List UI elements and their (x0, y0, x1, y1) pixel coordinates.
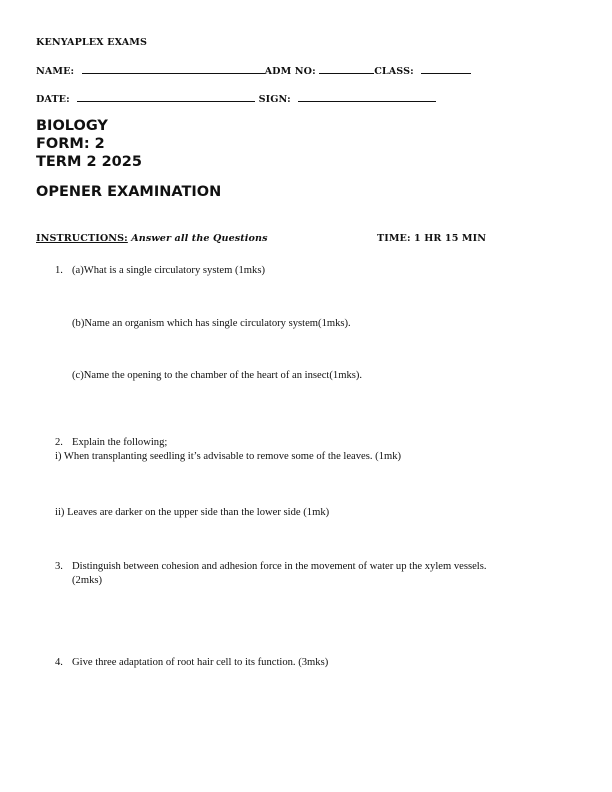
name-row (36, 64, 471, 77)
question-1-number: 1. (55, 265, 63, 276)
name-label: NAME: (36, 66, 75, 77)
form-title: FORM: 2 (36, 136, 105, 152)
adm-field[interactable] (319, 64, 374, 74)
date-label: DATE: (36, 94, 70, 105)
adm-label: ADM NO: (264, 66, 316, 77)
question-1b: (b)Name an organism which has single circulatory system(1mks). (72, 318, 351, 329)
question-3-text: Distinguish between cohesion and adhesion force in the movement of water up the xylem vessels. (72, 561, 487, 572)
instructions-text: Answer all the Questions (127, 233, 268, 244)
exam-time: TIME: 1 HR 15 MIN (377, 233, 487, 244)
class-field[interactable] (421, 64, 471, 74)
exam-title: OPENER EXAMINATION (36, 184, 222, 200)
question-1a: (a)What is a single circulatory system (1mks) (72, 265, 265, 276)
date-row (36, 92, 436, 105)
question-4-text: Give three adaptation of root hair cell to its function. (3mks) (72, 657, 329, 668)
question-1c: (c)Name the opening to the chamber of the heart of an insect(1mks). (72, 370, 363, 381)
subject-title: BIOLOGY (36, 118, 108, 134)
question-2-number: 2. (55, 437, 63, 448)
question-2-text: Explain the following; (72, 437, 168, 448)
question-3-marks: (2mks) (72, 575, 103, 586)
question-3-number: 3. (55, 561, 63, 572)
class-label: CLASS: (374, 66, 414, 77)
term-title: TERM 2 2025 (36, 154, 142, 170)
instructions (36, 233, 268, 244)
school-name: KENYAPLEX EXAMS (36, 37, 148, 48)
question-2-i: i) When transplanting seedling it’s advisable to remove some of the leaves. (1mk) (55, 451, 402, 462)
question-2-ii: ii) Leaves are darker on the upper side than the lower side (1mk) (55, 507, 330, 518)
instructions-label: INSTRUCTIONS: (36, 233, 128, 244)
sign-field[interactable] (298, 92, 436, 102)
name-field[interactable] (82, 64, 265, 74)
date-field[interactable] (77, 92, 255, 102)
sign-label: SIGN: (258, 94, 291, 105)
question-4-number: 4. (55, 657, 63, 668)
